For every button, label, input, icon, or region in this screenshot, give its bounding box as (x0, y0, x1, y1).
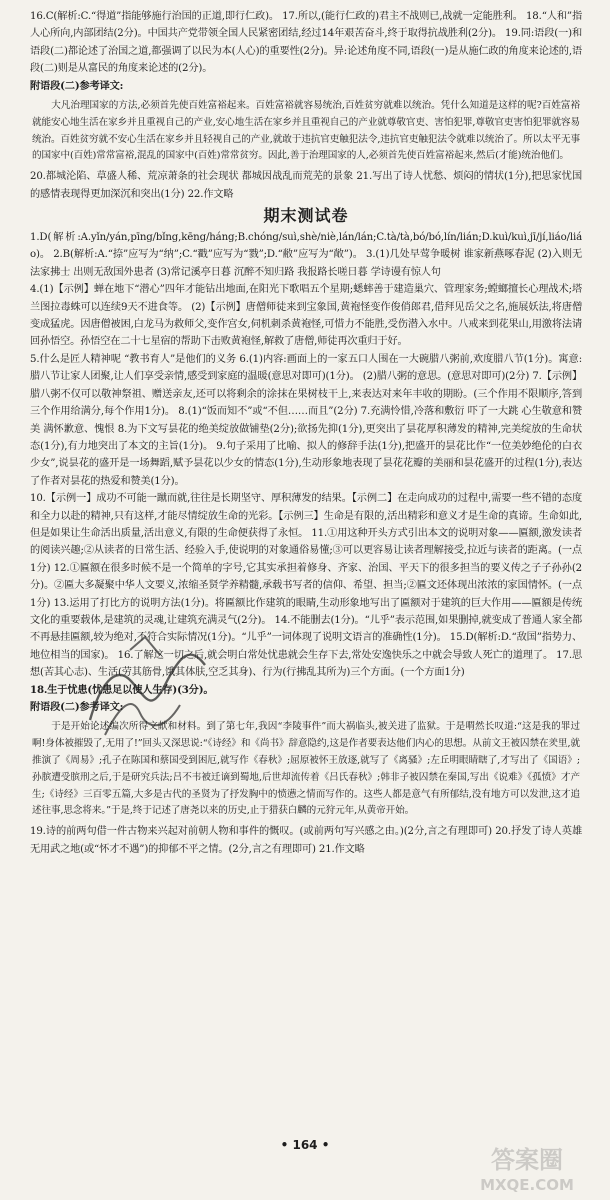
watermark-url: MXQE.COM (480, 1176, 574, 1194)
answer-paragraph: 4.(1)【示例】蝉在地下“潜心”四年才能钻出地面,在阳光下歌唱五个星期;蟋蟀善于建造巢穴、管理家务;螳螂擅长心理战术;塔兰图拉毒蛛可以连续9天不进食等。 (2)【示例】唐僧师徒来到宝象国,黄袍怪变作俊俏郎君,借拜见岳父之名,施展妖法,将唐僧变成猛虎。因唐僧被困,白龙马为救师父,变作宫女,伺机刺杀黄袍怪,可惜力不能胜,受伤潜入水中。八戒来到花果山,用激将法请回孙悟空。孙悟空在二十七星宿的帮助下击败黄袍怪,解救了唐僧,师徒再次重归于好。 (30, 284, 582, 348)
answer-paragraph: 18.生于忧患(忧患足以使人生存)(3分)。 (30, 683, 214, 696)
translation-block (30, 98, 582, 165)
answer-paragraph: 16.C(解析:C.“得道”指能够施行治国的正道,即行仁政)。 17.所以,(能行仁政的)君主不战则已,战就一定能胜利。 18.“人和”指人心所向,内部团结(2分)。中国共产党带领全国人民紧密团结,经过14年艰苦奋斗,终于取得抗战胜利(2分)。 19.同:语段(一)和语段(二)都论述了治国之道,都强调了以民为本(人心)的重要性(2分)。异:论述角度不同,语段(一)是从施仁政的角度来论述的,语段(二)则是从富民的角度来论述的(2分)。 (30, 11, 582, 75)
translation-text: 大凡治理国家的方法,必须首先使百姓富裕起来。百姓富裕就容易统治,百姓贫穷就难以统治。凭什么知道是这样的呢?百姓富裕就能安心地生活在家乡并且重视自己的产业,安心地生活在家乡并且重视自己的产业就尊敬官吏、害怕犯罪,尊敬官吏害怕犯罪就容易统治。百姓贫穷就不安心生活在家乡并且轻视自己的产业,就敢于违抗官吏触犯法令,违抗官吏触犯法令就难以统治了。所以太平无事的国家中(百姓)常常富裕,混乱的国家中(百姓)常常贫穷。因此,善于治理国家的人,必须首先使百姓富裕起来,然后(才能)统治他们。 (32, 100, 580, 162)
page-number: • 164 • (280, 1138, 330, 1152)
translation-heading: 附语段(二)参考译文: (30, 79, 124, 92)
answer-page (30, 8, 582, 858)
watermark-text: 答案圈 (491, 1146, 563, 1174)
translation-text: 于是开始论述编次所得文献和材料。到了第七年,我因“李陵事件”而大祸临头,被关进了监狱。于是喟然长叹道:“这是我的罪过啊!身体被摧毁了,无用了!”回头又深思说:“《诗经》和《尚书》辞意隐约,这是作者要表达他们内心的思想。从前文王被囚禁在羑里,就推演了《周易》;孔子在陈国和蔡国受到困厄,就写作《春秋》;屈原被怀王放逐,就写了《离骚》;左丘明眼睛瞎了,才写出了《国语》;孙膑遭受膑刑之后,于是研究兵法;吕不韦被迁谪到蜀地,后世却流传着《吕氏春秋》;韩非子被囚禁在秦国,写出《说难》《孤愤》才产生;《诗经》三百零五篇,大多是古代的圣贤为了抒发胸中的愤懑之情而写作的。这些人都是意气有所郁结,没有地方可以发泄,这才追述往事,思念将来。”于是,终于记述了唐尧以来的历史,止于猎获白麟的元狩元年,从黄帝开始。 (32, 721, 580, 817)
translation-block (30, 719, 582, 820)
section-title: 期末测试卷 (263, 206, 349, 226)
watermark-logo (452, 1138, 602, 1196)
translation-heading: 附语段(二)参考译文: (30, 701, 124, 713)
answer-paragraph: 5.什么是匠人精神呢 “教书育人”是他们的义务 6.(1)内容:画面上的一家五口人围在一大碗腊八粥前,欢度腊八节(1分)。寓意:腊八节让家人团聚,让人们享受亲情,感受到家庭的温暖(意思对即可)(1分)。 (2)腊八粥的意思。(意思对即可)(2分) 7.【示例】腊八粥不仅可以敬神祭祖、赠送亲友,还可以将剩余的涂抹在果树枝干上,来表达对来年丰收的期盼。(三个作用不限顺序,答到三个作用给满分,每个作用1分)。 8.(1)“饭而知不”或“不但……而且”(2分) 7.充满怜惜,冷落和敷衍 吓了一大跳 心生敬意和赞美 满怀歉意、愧恨 8.为下文写昙花的绝美绽放做铺垫(2分);欲扬先抑(1分),更突出了昙花厚积薄发的精神,完美绽放的生命状态(1分),有力地突出了本文的主旨(1分)。 9.句子采用了比喻、拟人的修辞手法(1分),把盛开的昙花比作“一位美妙绝伦的白衣少女”,说昙花的盛开是一场舞蹈,赋予昙花以少女的情态(1分),生动形象地表现了昙花花瓣的美丽和昙花盛开的过程(1分),表达了作者对昙花的热爱和赞美(1分)。 (30, 353, 582, 487)
answer-paragraph: 19.诗的前两句借一件古物来兴起对前朝人物和事件的慨叹。(或前两句写兴感之由。)(2分,言之有理即可) 20.抒发了诗人英雄无用武之地(或“怀才不遇”)的抑郁不平之情。(2分,言之有理即可) 21.作文略 (30, 826, 582, 855)
answer-paragraph: 1.D(解析:A.yǐn/yán,pīng/bǐng,kēng/háng;B.chóng/suì,shè/niè,lán/lán;C.tà/tà,bó/bó,lín/lián;D.kuì/kuì,jī/jí,liáo/liáo)。 2.B(解析:A.“捺”应写为“纳”;C.“戳”应写为“戮”;D.“敝”应写为“敞”)。 3.(1)几处早莺争暖树 谁家新燕啄春泥 (2)入则无法家拂士 出则无敌国外患者 (3)常记溪亭日暮 沉醉不知归路 我报路长嗟日暮 学诗谩有惊人句 (30, 232, 582, 278)
answer-paragraph: 20.都城沦陷、草盛人稀、荒凉萧条的社会现状 都城因战乱而荒芜的景象 21.写出了诗人忧愁、烦闷的情状(1分),把思家忧国的感情表现得更加深沉和突出(1分) 22.作文略 (30, 171, 582, 200)
answer-paragraph: 10.【示例一】成功不可能一蹴而就,往往是长期坚守、厚积薄发的结果。【示例二】在走向成功的过程中,需要一些不错的态度和全力以赴的精神,只有这样,才能尽情绽放生命的光彩。【示例三】生命是有限的,活出精彩和意义才是生命的真谛。生命如此,但是如果让生命活出质量,活出意义,有限的生命便获得了永恒。 11.①用这种开头方式引出本文的说明对象——匾额,激发读者的阅读兴趣;②从读者的日常生活、经验入手,使说明的对象通俗易懂;③可以更容易让读者理解接受,拉近与读者的距离。(一点1分) 12.①匾额在很多时候不是一个简单的字号,它其实承担着修身、齐家、治国、平天下的很多担当的要义传之子子孙孙(2分)。②匾大多凝聚中华人文要义,浓缩圣贤学养精髓,承载书写者的信仰、希望、担当;②匾文还体现出浓浓的家国情怀。(一点1分) 13.运用了打比方的说明方法(1分)。将匾额比作建筑的眼睛,生动形象地写出了匾额对于建筑的巨大作用——匾额是传统文化的重要载体,是建筑的灵魂,让建筑充满灵气(2分)。 14.不能删去(1分)。“儿乎”表示范围,如果删掉,就变成了普通人家全都不再悬挂匾额,较为绝对,不符合实际情况(1分)。“儿乎”一词体现了说明文语言的准确性(1分)。 15.D(解析:D.“敌国”指势力、地位相当的国家)。 16.了解这一切之后,就会明白常处忧患就会生存下去,常处安逸快乐之中就会导致人死亡的道理了。 17.思想(苦其心志)、生活(劳其筋骨,饿其体肤,空乏其身)、行为(行拂乱其所为)三个方面。(一个方面1分) (30, 493, 582, 679)
